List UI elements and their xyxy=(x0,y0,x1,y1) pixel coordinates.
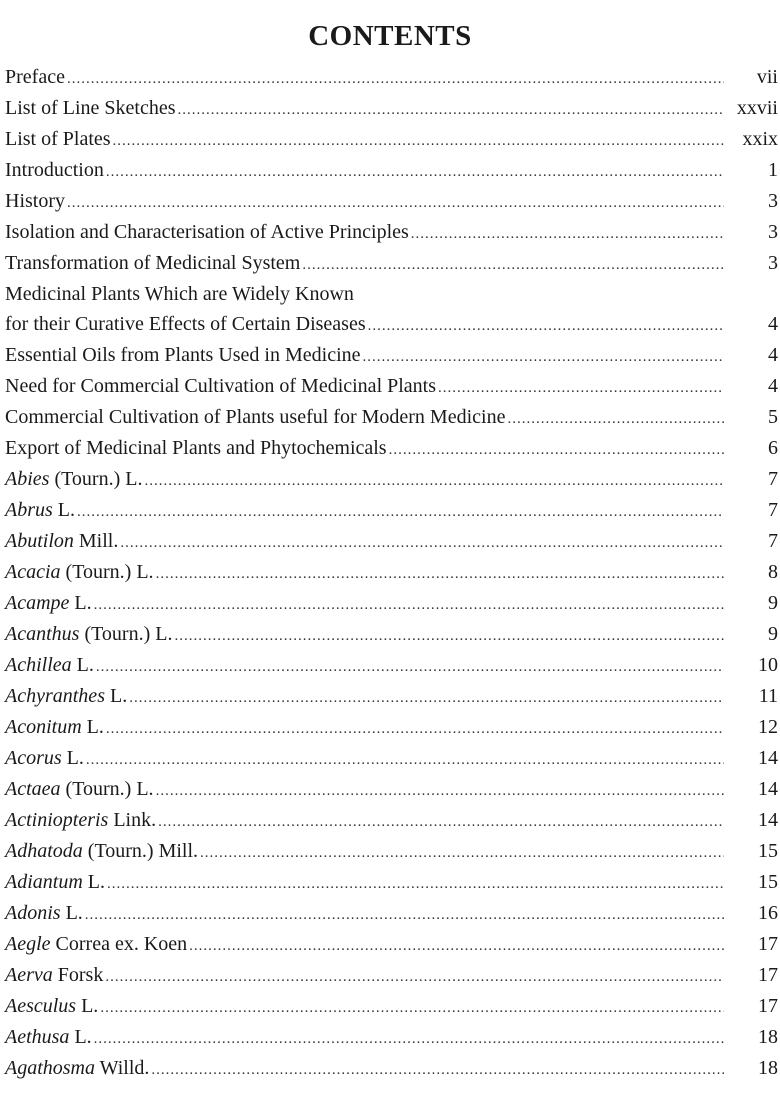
toc-genus-actiniopteris[interactable] xyxy=(5,805,778,836)
entry-label: Need for Commercial Cultivation of Medicinal Plants xyxy=(5,375,437,397)
entry-page: 18 xyxy=(758,1057,778,1079)
genus-author: Link. xyxy=(113,809,157,831)
genus-name: Acampe xyxy=(5,592,70,614)
entry-label: Preface xyxy=(5,66,65,88)
entry-page: 17 xyxy=(758,933,778,955)
entry-page: 9 xyxy=(768,623,778,645)
genus-name: Abies xyxy=(5,468,50,490)
entry-page: 9 xyxy=(768,592,778,614)
toc-genus-aerva[interactable] xyxy=(5,960,778,991)
entry-page: 12 xyxy=(758,716,778,738)
dot-leader xyxy=(94,590,724,621)
dot-leader xyxy=(302,250,724,281)
genus-name: Adonis xyxy=(5,902,61,924)
genus-name: Aethusa xyxy=(5,1026,70,1048)
genus-author: L. xyxy=(87,871,105,893)
dot-leader xyxy=(106,157,724,188)
toc-genus-agathosma[interactable] xyxy=(5,1053,778,1084)
entry-page: 14 xyxy=(758,747,778,769)
genus-author: L. xyxy=(86,716,104,738)
entry-page: 10 xyxy=(758,654,778,676)
toc-genus-adhatoda[interactable] xyxy=(5,836,778,867)
toc-genus-adiantum[interactable] xyxy=(5,867,778,898)
toc-entry-commercial-cultivation[interactable] xyxy=(5,402,778,433)
toc-genus-acampe[interactable] xyxy=(5,588,778,619)
entry-page: xxvii xyxy=(736,97,778,119)
dot-leader xyxy=(77,497,724,528)
entry-page: 17 xyxy=(758,995,778,1017)
entry-page: 5 xyxy=(768,406,778,428)
entry-label: Essential Oils from Plants Used in Medicine xyxy=(5,344,361,366)
genus-author: L. xyxy=(65,902,83,924)
toc-entry-introduction[interactable] xyxy=(5,155,778,186)
toc-genus-adonis[interactable] xyxy=(5,898,778,929)
entry-page: 15 xyxy=(758,840,778,862)
genus-name: Adhatoda xyxy=(5,840,83,862)
toc-entry-widely-known-line1[interactable] xyxy=(5,279,778,309)
toc-genus-aesculus[interactable] xyxy=(5,991,778,1022)
genus-author: L. xyxy=(74,592,92,614)
genus-name: Agathosma xyxy=(5,1057,95,1079)
entry-label: Isolation and Characterisation of Active Principles xyxy=(5,221,409,243)
dot-leader xyxy=(151,1055,724,1086)
genus-name: Abutilon xyxy=(5,530,74,552)
genus-author: L. xyxy=(74,1026,92,1048)
dot-leader xyxy=(100,993,724,1024)
entry-page: 7 xyxy=(768,499,778,521)
dot-leader xyxy=(86,745,724,776)
dot-leader xyxy=(96,652,724,683)
entry-page: 4 xyxy=(768,313,778,335)
dot-leader xyxy=(200,838,724,869)
genus-name: Acacia xyxy=(5,561,61,583)
entry-label: for their Curative Effects of Certain Diseases xyxy=(5,313,366,335)
dot-leader xyxy=(156,776,724,807)
toc-entry-transformation[interactable] xyxy=(5,248,778,279)
genus-name: Actiniopteris xyxy=(5,809,109,831)
toc-genus-aconitum[interactable] xyxy=(5,712,778,743)
entry-page: 18 xyxy=(758,1026,778,1048)
dot-leader xyxy=(174,621,724,652)
entry-page: 7 xyxy=(768,468,778,490)
dot-leader xyxy=(105,962,724,993)
toc-genus-abies[interactable] xyxy=(5,464,778,495)
genus-author: L. xyxy=(81,995,99,1017)
toc-entry-need-cultivation[interactable] xyxy=(5,371,778,402)
genus-author: (Tourn.) L. xyxy=(84,623,173,645)
entry-page: 3 xyxy=(768,221,778,243)
genus-name: Abrus xyxy=(5,499,53,521)
dot-leader xyxy=(107,869,724,900)
toc-entry-widely-known[interactable] xyxy=(5,309,778,340)
page-title: CONTENTS xyxy=(308,20,472,52)
genus-author: Forsk xyxy=(57,964,104,986)
toc-entry-export[interactable] xyxy=(5,433,778,464)
dot-leader xyxy=(438,373,724,404)
entry-page: 11 xyxy=(758,685,778,707)
dot-leader xyxy=(363,342,724,373)
dot-leader xyxy=(178,95,724,126)
genus-author: (Tourn.) Mill. xyxy=(87,840,199,862)
toc-genus-abrus[interactable] xyxy=(5,495,778,526)
dot-leader xyxy=(129,683,724,714)
entry-page: 4 xyxy=(768,344,778,366)
entry-page: 16 xyxy=(758,902,778,924)
dot-leader xyxy=(156,559,724,590)
dot-leader xyxy=(189,931,724,962)
toc-genus-aegle[interactable] xyxy=(5,929,778,960)
genus-author: Willd. xyxy=(99,1057,150,1079)
genus-name: Achillea xyxy=(5,654,72,676)
dot-leader xyxy=(507,404,724,435)
dot-leader xyxy=(85,900,724,931)
genus-author: Correa ex. Koen xyxy=(55,933,188,955)
entry-page: vii xyxy=(756,66,778,88)
entry-label: History xyxy=(5,190,65,212)
dot-leader xyxy=(158,807,724,838)
dot-leader xyxy=(368,311,724,342)
table-of-contents xyxy=(5,62,778,1084)
toc-genus-achyranthes[interactable] xyxy=(5,681,778,712)
entry-page: 3 xyxy=(768,252,778,274)
toc-entry-history[interactable] xyxy=(5,186,778,217)
genus-author: L. xyxy=(109,685,128,707)
genus-author: L. xyxy=(76,654,94,676)
genus-name: Aerva xyxy=(5,964,53,986)
entry-label: Medicinal Plants Which are Widely Known xyxy=(5,283,354,305)
toc-genus-acorus[interactable] xyxy=(5,743,778,774)
toc-entry-line-sketches[interactable] xyxy=(5,93,778,124)
toc-genus-achillea[interactable] xyxy=(5,650,778,681)
toc-entry-preface[interactable] xyxy=(5,62,778,93)
dot-leader xyxy=(113,126,724,157)
toc-entry-plates[interactable] xyxy=(5,124,778,155)
toc-entry-essential-oils[interactable] xyxy=(5,340,778,371)
entry-page: 6 xyxy=(768,437,778,459)
dot-leader xyxy=(106,714,724,745)
dot-leader xyxy=(67,64,724,95)
entry-label: Transformation of Medicinal System xyxy=(5,252,301,274)
genus-name: Acorus xyxy=(5,747,62,769)
genus-author: L. xyxy=(57,499,76,521)
entry-page: 14 xyxy=(758,809,778,831)
entry-page: 3 xyxy=(768,190,778,212)
toc-genus-aethusa[interactable] xyxy=(5,1022,778,1053)
dot-leader xyxy=(67,188,724,219)
entry-label: Introduction xyxy=(5,159,104,181)
entry-page: 7 xyxy=(768,530,778,552)
entry-page: 14 xyxy=(758,778,778,800)
genus-author: (Tourn.) L. xyxy=(65,778,154,800)
genus-author: L. xyxy=(66,747,84,769)
toc-genus-abutilon[interactable] xyxy=(5,526,778,557)
genus-name: Aconitum xyxy=(5,716,82,738)
genus-name: Aesculus xyxy=(5,995,77,1017)
entry-page: 1 xyxy=(768,159,778,181)
entry-page: 15 xyxy=(758,871,778,893)
toc-genus-actaea[interactable] xyxy=(5,774,778,805)
entry-label: Commercial Cultivation of Plants useful for Modern Medicine xyxy=(5,406,506,428)
dot-leader xyxy=(94,1024,724,1055)
toc-genus-acacia[interactable] xyxy=(5,557,778,588)
entry-label: Export of Medicinal Plants and Phytochemicals xyxy=(5,437,387,459)
genus-name: Aegle xyxy=(5,933,51,955)
entry-page: 17 xyxy=(758,964,778,986)
toc-genus-acanthus[interactable] xyxy=(5,619,778,650)
dot-leader xyxy=(120,528,724,559)
genus-name: Adiantum xyxy=(5,871,83,893)
dot-leader xyxy=(144,466,724,497)
genus-name: Actaea xyxy=(5,778,61,800)
toc-entry-isolation[interactable] xyxy=(5,217,778,248)
entry-label: List of Line Sketches xyxy=(5,97,176,119)
genus-name: Achyranthes xyxy=(5,685,105,707)
genus-author: (Tourn.) L. xyxy=(54,468,143,490)
genus-author: (Tourn.) L. xyxy=(65,561,154,583)
entry-page: 4 xyxy=(768,375,778,397)
entry-label: List of Plates xyxy=(5,128,111,150)
dot-leader xyxy=(411,219,724,250)
genus-name: Acanthus xyxy=(5,623,80,645)
entry-page: xxix xyxy=(742,128,778,150)
dot-leader xyxy=(389,435,724,466)
genus-author: Mill. xyxy=(78,530,119,552)
entry-page: 8 xyxy=(768,561,778,583)
